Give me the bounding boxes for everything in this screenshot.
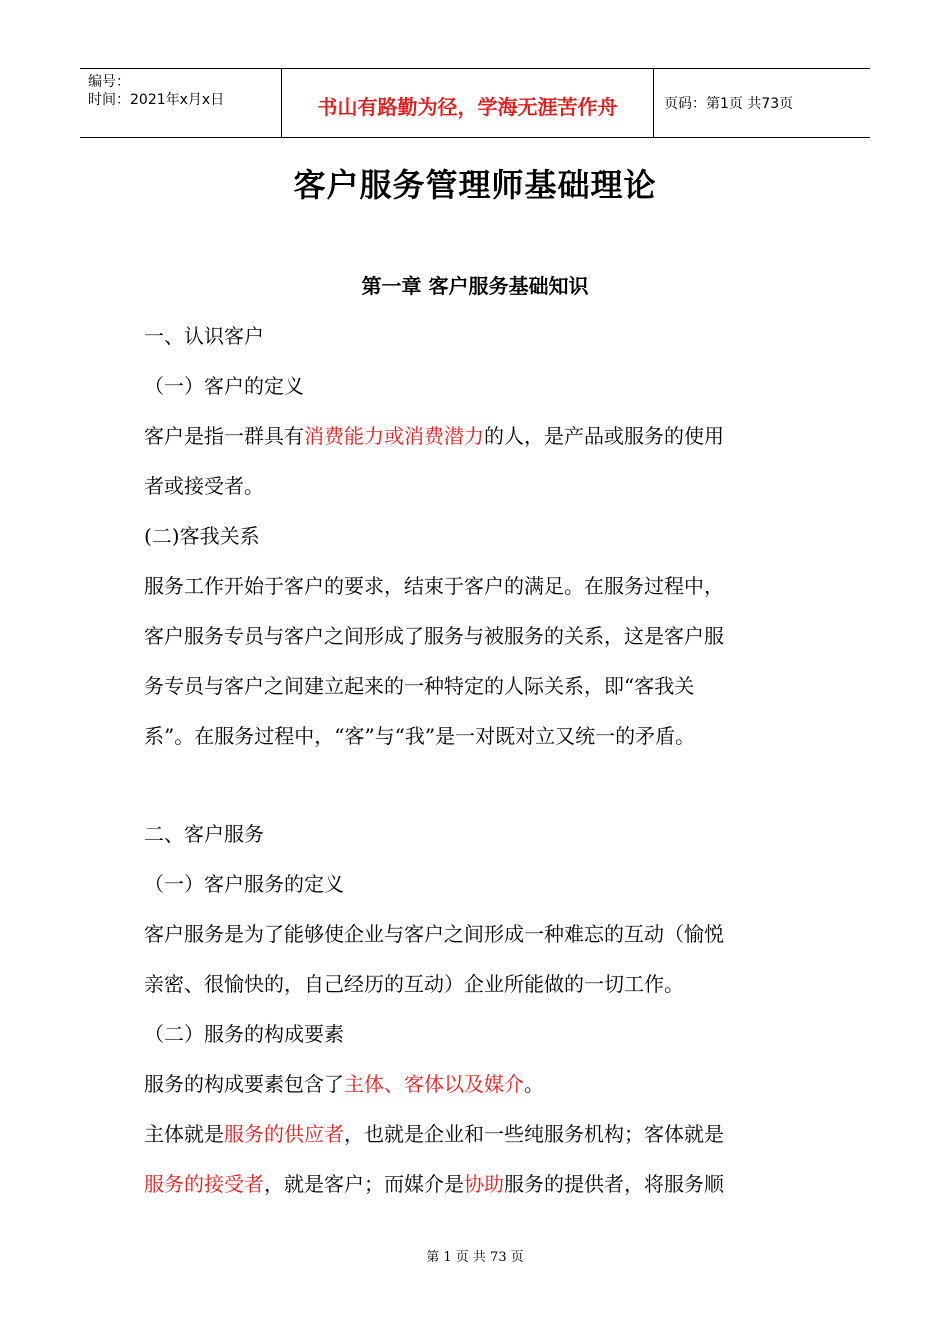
text-segment: 亲密、很愉快的，自己经历的互动）企业所能做的一切工作。 bbox=[144, 972, 684, 996]
highlighted-text: 服务的接受者 bbox=[144, 1172, 264, 1196]
text-line bbox=[144, 920, 724, 948]
text-line bbox=[144, 372, 304, 400]
text-line bbox=[144, 1120, 724, 1148]
highlighted-text: 协助 bbox=[464, 1172, 504, 1196]
text-segment: 服务工作开始于客户的要求，结束于客户的满足。在服务过程中， bbox=[144, 574, 724, 598]
text-line bbox=[144, 522, 260, 550]
text-segment: （二）服务的构成要素 bbox=[144, 1022, 344, 1046]
text-line bbox=[144, 672, 694, 700]
text-segment: 服务的提供者，将服务顺 bbox=[504, 1172, 724, 1196]
header-meta-cell bbox=[80, 69, 282, 137]
text-line bbox=[144, 970, 684, 998]
text-line bbox=[144, 1020, 344, 1048]
text-segment: ，也就是企业和一些纯服务机构；客体就是 bbox=[344, 1122, 724, 1146]
text-line bbox=[144, 870, 344, 898]
highlighted-text: 主体、客体以及媒介 bbox=[344, 1072, 524, 1096]
text-line bbox=[144, 1070, 544, 1098]
text-segment: 。 bbox=[524, 1072, 544, 1096]
text-segment: 务专员与客户之间建立起来的一种特定的人际关系，即“客我关 bbox=[144, 674, 695, 698]
text-line bbox=[144, 422, 724, 450]
text-line bbox=[144, 1170, 724, 1198]
text-segment: （一）客户服务的定义 bbox=[144, 872, 344, 896]
chapter-heading: 第一章 客户服务基础知识 bbox=[361, 274, 589, 298]
text-line bbox=[144, 472, 264, 500]
document-title: 客户服务管理师基础理论 bbox=[293, 166, 657, 204]
text-segment: 者或接受者。 bbox=[144, 474, 264, 498]
text-segment: (二)客我关系 bbox=[144, 524, 260, 548]
text-line bbox=[144, 322, 264, 350]
text-segment: 主体就是 bbox=[144, 1122, 224, 1146]
number-label: 编号： bbox=[88, 74, 130, 90]
text-line bbox=[144, 820, 264, 848]
text-segment: 一、认识客户 bbox=[144, 324, 264, 348]
text-line bbox=[144, 622, 724, 650]
page-header bbox=[80, 68, 870, 138]
page-footer: 第 1 页 共 73 页 bbox=[426, 1250, 524, 1265]
text-line bbox=[144, 572, 724, 600]
text-segment: 二、客户服务 bbox=[144, 822, 264, 846]
text-segment: 服务的构成要素包含了 bbox=[144, 1072, 344, 1096]
highlighted-text: 消费能力或消费潜力 bbox=[304, 424, 484, 448]
text-segment: 客户是指一群具有 bbox=[144, 424, 304, 448]
text-line bbox=[144, 722, 695, 750]
text-segment: 的人，是产品或服务的使用 bbox=[484, 424, 724, 448]
text-segment: 系”。在服务过程中，“客”与“我”是一对既对立又统一的矛盾。 bbox=[144, 724, 696, 748]
time-label: 时间：2021年x月x日 bbox=[88, 92, 225, 108]
text-segment: 客户服务是为了能够使企业与客户之间形成一种难忘的互动（愉悦 bbox=[144, 922, 724, 946]
text-segment: （一）客户的定义 bbox=[144, 374, 304, 398]
header-motto: 书山有路勤为径，学海无涯苦作舟 bbox=[282, 69, 654, 137]
text-segment: ，就是客户；而媒介是 bbox=[264, 1172, 464, 1196]
header-page-info: 页码：第1页 共73页 bbox=[664, 96, 794, 112]
text-segment: 客户服务专员与客户之间形成了服务与被服务的关系，这是客户服 bbox=[144, 624, 724, 648]
highlighted-text: 服务的供应者 bbox=[224, 1122, 344, 1146]
